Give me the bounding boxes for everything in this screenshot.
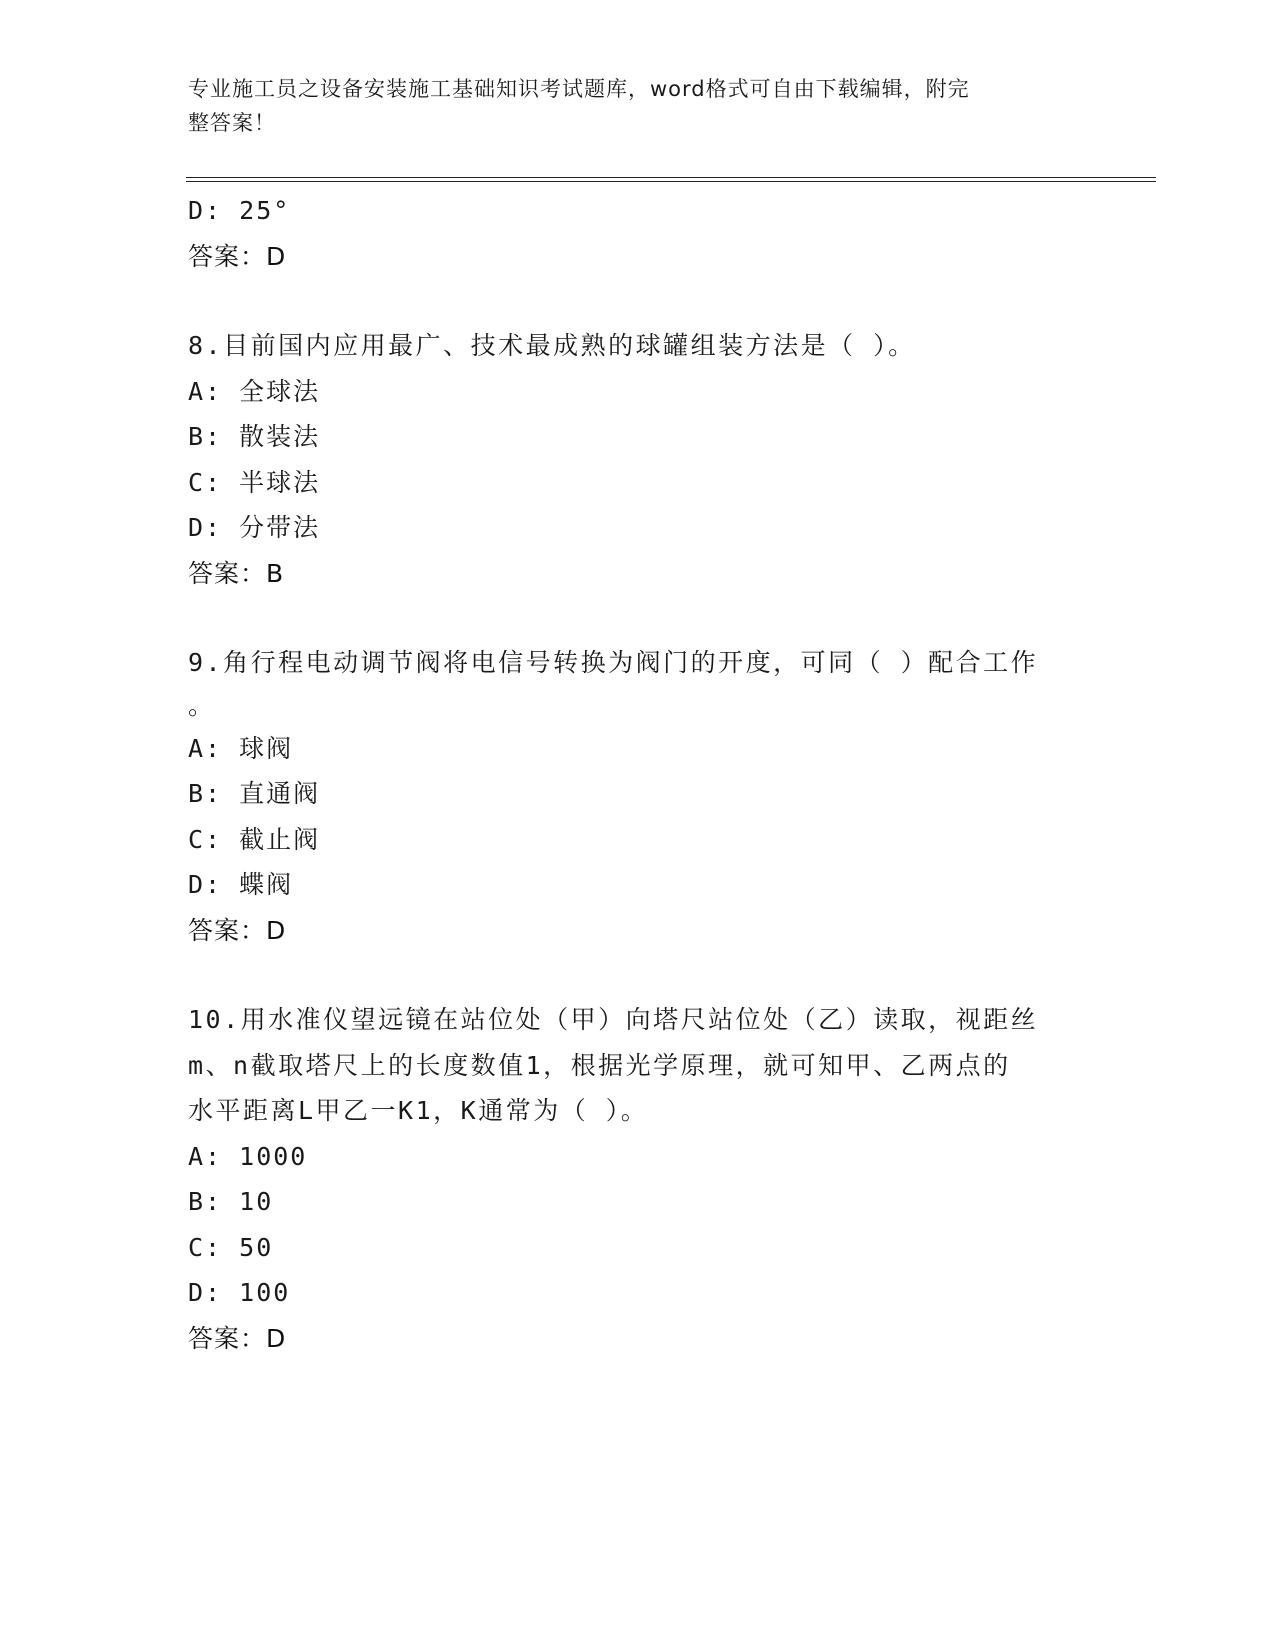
question-9-text-line-2: 。 [188, 690, 216, 720]
question-10-text-line-3: 水平距离L甲乙一K1，K通常为（ ）。 [188, 1096, 649, 1125]
question-8-option-b: B: 散装法 [188, 422, 321, 451]
question-10-option-b: B: 10 [188, 1187, 274, 1216]
question-10-answer: 答案：D [188, 1323, 287, 1353]
question-9-option-a: A: 球阀 [188, 733, 294, 763]
question-9-option-c: C: 截止阀 [188, 824, 321, 854]
spacer [188, 279, 1088, 323]
question-content [188, 188, 1088, 1361]
prev-option-d: D: 25° [188, 196, 291, 225]
question-9-option-d: D: 蝶阀 [188, 870, 294, 899]
prev-answer: 答案：D [188, 241, 287, 271]
question-9 [188, 640, 1088, 953]
question-8 [188, 323, 1088, 596]
question-10-text-line-1: 10.用水准仪望远镜在站位处（甲）向塔尺站位处（乙）读取，视距丝 [188, 1005, 1039, 1034]
question-10-text-line-2: m、n截取塔尺上的长度数值1，根据光学原理，就可知甲、乙两点的 [188, 1050, 1011, 1080]
header-divider [186, 177, 1156, 182]
spacer [188, 953, 1088, 997]
question-8-answer: 答案：B [188, 558, 285, 588]
question-8-option-c: C: 半球法 [188, 467, 321, 497]
question-10-option-d: D: 100 [188, 1278, 291, 1307]
question-9-option-b: B: 直通阀 [188, 779, 321, 808]
question-9-text-line-1: 9.角行程电动调节阀将电信号转换为阀门的开度，可同（ ）配合工作 [188, 648, 1039, 677]
document-header [188, 72, 1068, 140]
header-line-1: 专业施工员之设备安装施工基础知识考试题库，word格式可自由下载编辑，附完 [188, 77, 970, 101]
question-8-option-a: A: 全球法 [188, 376, 321, 406]
question-10-option-a: A: 1000 [188, 1141, 308, 1171]
question-10 [188, 997, 1088, 1361]
spacer [188, 596, 1088, 640]
question-10-option-c: C: 50 [188, 1232, 274, 1262]
question-8-text: 8.目前国内应用最广、技术最成熟的球罐组装方法是（ ）。 [188, 331, 916, 360]
question-8-option-d: D: 分带法 [188, 513, 321, 542]
header-line-2: 整答案！ [188, 111, 276, 135]
question-9-answer: 答案：D [188, 915, 287, 945]
